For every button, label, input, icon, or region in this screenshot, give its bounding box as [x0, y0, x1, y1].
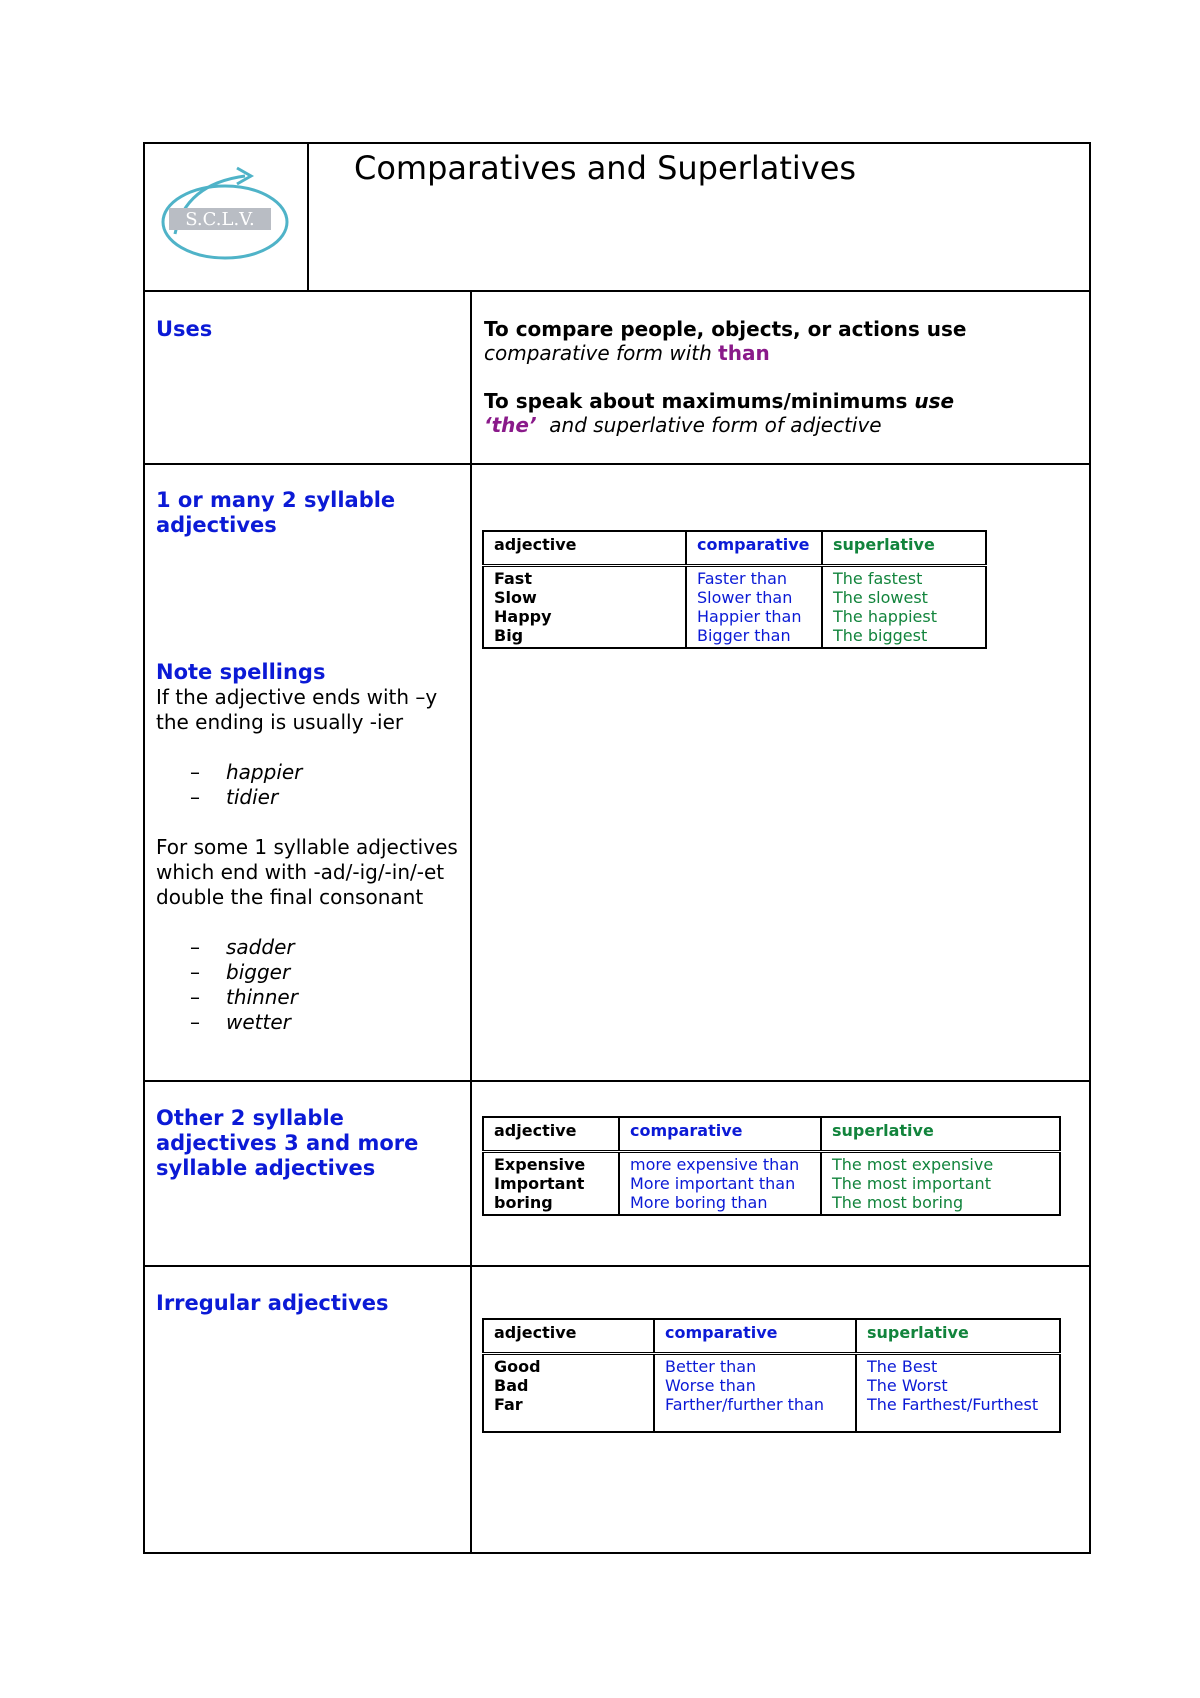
sclv-logo — [145, 144, 307, 290]
superlative-cell — [856, 1353, 1060, 1432]
superlative-word: The Worst — [867, 1375, 948, 1395]
note-text-1: If the adjective ends with –y the ending is usually -ier — [156, 685, 438, 734]
list-item — [156, 760, 466, 785]
comparative-word: Worse than — [665, 1375, 756, 1395]
superlative-word: The Best — [867, 1356, 938, 1376]
superlative-word: The most expensive — [832, 1154, 994, 1174]
short-adjectives-table — [482, 530, 987, 649]
adjective-word: Expensive — [494, 1154, 586, 1174]
adjective-word: Happy — [494, 606, 552, 626]
header-comparative: comparative — [654, 1319, 856, 1353]
example-word: sadder — [226, 935, 295, 959]
example-word: tidier — [226, 785, 279, 809]
note-heading: Note spellings — [156, 660, 326, 684]
list-item — [156, 935, 466, 960]
adjective-cell — [483, 565, 686, 648]
header-comparative: comparative — [686, 531, 822, 565]
dash: – — [190, 935, 200, 959]
comparative-word: more expensive than — [630, 1154, 800, 1174]
dash: – — [190, 760, 200, 784]
list-item — [156, 785, 466, 810]
note-spellings — [156, 660, 466, 1035]
superlative-word: The happiest — [833, 606, 937, 626]
list-item — [156, 1010, 466, 1035]
irregular-heading: Irregular adjectives — [156, 1291, 389, 1315]
adjective-cell — [483, 1151, 619, 1215]
superlative-cell — [821, 1151, 1060, 1215]
adjective-word: Big — [494, 625, 524, 645]
uses-content-cell — [470, 290, 1091, 465]
long-adjectives-heading: Other 2 syllable adjectives 3 and more syllable adjectives — [156, 1106, 419, 1180]
example-word: bigger — [226, 960, 291, 984]
comparative-word: Better than — [665, 1356, 757, 1376]
long-adjectives-table — [482, 1116, 1061, 1216]
long-adjectives-table-cell — [470, 1080, 1091, 1267]
comparative-word: Farther/further than — [665, 1394, 824, 1414]
comparative-word: Faster than — [697, 568, 788, 588]
comparative-cell — [654, 1353, 856, 1432]
example-word: thinner — [226, 985, 298, 1009]
list-item — [156, 960, 466, 985]
header-adjective: adjective — [483, 1117, 619, 1151]
header-comparative: comparative — [619, 1117, 821, 1151]
comparative-word: More important than — [630, 1173, 796, 1193]
comparative-cell — [619, 1151, 821, 1215]
dash: – — [190, 985, 200, 1009]
y-spelling-list — [156, 760, 466, 810]
dash: – — [190, 960, 200, 984]
uses-than: than — [718, 341, 770, 365]
irregular-table-cell — [470, 1265, 1091, 1554]
uses-line-2-text: comparative form with — [484, 341, 719, 365]
header-adjective: adjective — [483, 531, 686, 565]
short-adjectives-label-cell — [143, 463, 472, 1082]
example-word: happier — [226, 760, 303, 784]
title-cell — [307, 142, 1091, 292]
uses-line-4-text: and superlative form of adjective — [536, 413, 882, 437]
adjective-word: Slow — [494, 587, 537, 607]
comparative-cell — [686, 565, 822, 648]
uses-heading: Uses — [156, 317, 213, 341]
uses-the: ‘the’ — [484, 413, 537, 437]
irregular-table — [482, 1318, 1061, 1433]
irregular-label-cell — [143, 1265, 472, 1554]
superlative-word: The slowest — [833, 587, 928, 607]
dash: – — [190, 1010, 200, 1034]
list-item — [156, 985, 466, 1010]
adjective-cell — [483, 1353, 654, 1432]
comparative-word: More boring than — [630, 1192, 768, 1212]
adjective-word: Bad — [494, 1375, 529, 1395]
superlative-word: The most boring — [832, 1192, 964, 1212]
comparative-word: Bigger than — [697, 625, 791, 645]
uses-line-3 — [484, 389, 1084, 413]
long-adjectives-label-cell — [143, 1080, 472, 1267]
dash: – — [190, 785, 200, 809]
short-adjectives-heading: 1 or many 2 syllable adjectives — [156, 488, 396, 537]
adjective-word: Fast — [494, 568, 532, 588]
adjective-word: Good — [494, 1356, 541, 1376]
uses-line-2 — [484, 341, 1084, 365]
header-adjective: adjective — [483, 1319, 654, 1353]
double-consonant-list — [156, 935, 466, 1035]
header-superlative: superlative — [821, 1117, 1060, 1151]
comparative-word: Slower than — [697, 587, 793, 607]
page-title: Comparatives and Superlatives — [354, 149, 857, 187]
superlative-word: The fastest — [833, 568, 923, 588]
uses-use: use — [914, 389, 955, 413]
adjective-word: Important — [494, 1173, 585, 1193]
superlative-word: The biggest — [833, 625, 928, 645]
uses-text — [484, 317, 1084, 437]
adjective-word: Far — [494, 1394, 523, 1414]
short-adjectives-table-cell — [470, 463, 1091, 1082]
header-superlative: superlative — [822, 531, 986, 565]
logo-cell — [143, 142, 309, 292]
uses-line-1: To compare people, objects, or actions use — [484, 317, 967, 341]
adjective-word: boring — [494, 1192, 553, 1212]
uses-line-3-text: To speak about maximums/minimums — [484, 389, 915, 413]
header-superlative: superlative — [856, 1319, 1060, 1353]
superlative-word: The Farthest/Furthest — [867, 1394, 1039, 1414]
uses-line-4 — [484, 413, 1084, 437]
example-word: wetter — [226, 1010, 291, 1034]
logo-text: S.C.L.V. — [185, 209, 255, 230]
uses-label-cell — [143, 290, 472, 465]
note-text-2: For some 1 syllable adjectives which end with -ad/-ig/-in/-et double the final consonant — [156, 835, 458, 909]
superlative-cell — [822, 565, 986, 648]
comparative-word: Happier than — [697, 606, 802, 626]
superlative-word: The most important — [832, 1173, 991, 1193]
